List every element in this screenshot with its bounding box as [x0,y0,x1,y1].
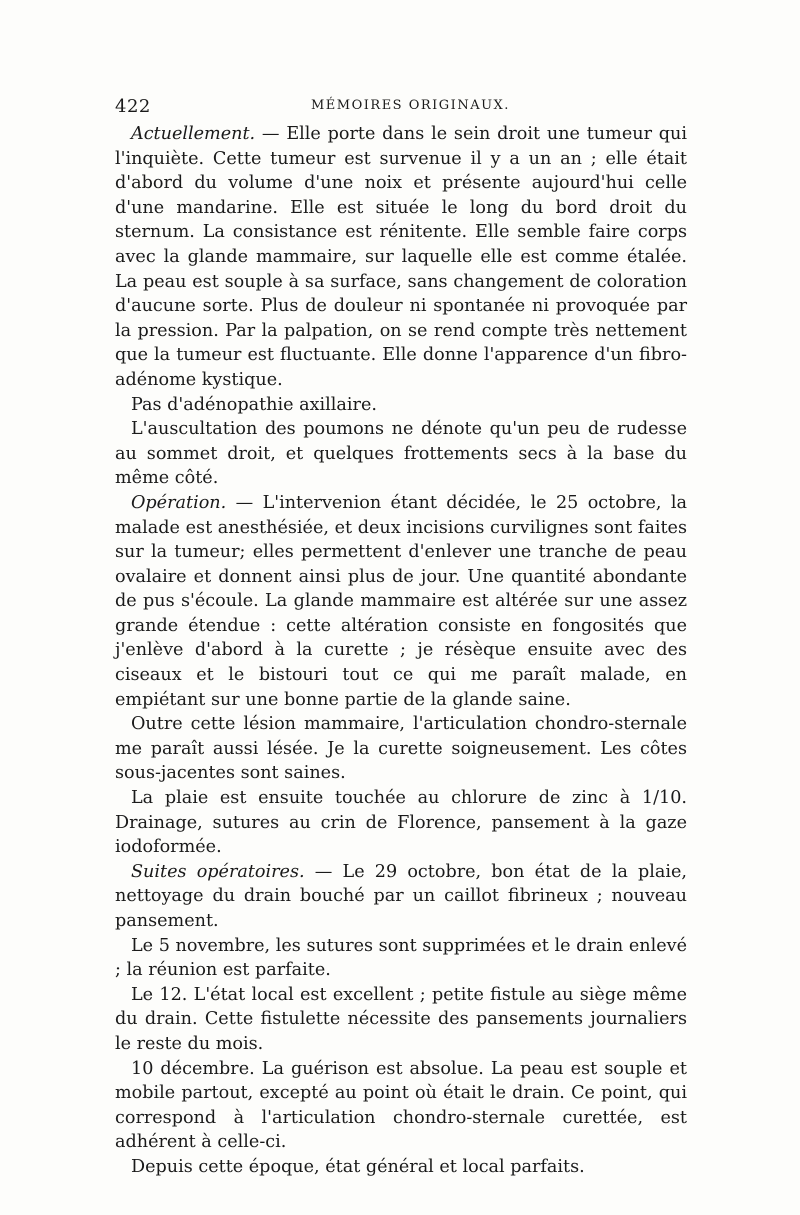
paragraph-depuis [115,1155,687,1180]
running-head [115,96,687,122]
paragraph-text: Le 5 novembre, les sutures sont supprimées et le drain enlevé ; la réunion est parfaite. [115,935,687,981]
page [115,96,687,1180]
paragraph-adenopathie [115,393,687,418]
paragraph-drainage [115,786,687,860]
paragraph-auscultation [115,417,687,491]
paragraph-text: L'auscultation des poumons ne dénote qu'un peu de rudesse au sommet droit, et quelques frottements secs à la base du même côté. [115,419,687,489]
running-title: MÉMOIRES ORIGINAUX. [311,98,510,113]
page-number: 422 [115,96,151,117]
paragraph-text: Pas d'adénopathie axillaire. [131,394,377,415]
paragraph-text: 10 décembre. La guérison est absolue. La peau est souple et mobile partout, excepté au point où était le drain. Ce point, qui correspond à l'articulation chondro-sternale curettée, est adhérent à celle-ci. [115,1058,687,1153]
paragraph-text: La plaie est ensuite touchée au chlorure de zinc à 1/10. Drainage, sutures au crin de Florence, pansement à la gaze iodoformée. [115,788,687,858]
paragraph-text: — L'intervenion étant décidée, le 25 octobre, la malade est anesthésiée, et deux incisions curvilignes sont faites sur la tumeur; elles permettent d'enlever une tranche de peau ovalaire et donnent ainsi plus de jour. Une quantité abondante de pus s'écoule. La glande mammaire est altérée sur une assez grande étendue : cette altération consiste en fongosités que j'enlève d'abord à la curette ; je résèque ensuite avec des ciseaux et le bistouri tout ce qui me paraît malade, en empiétant sur une bonne partie de la glande saine. [115,492,687,710]
paragraph-text: Le 12. L'état local est excellent ; petite fistule au siège même du drain. Cette fistulette nécessite des pansements journaliers le reste du mois. [115,984,687,1054]
paragraph-text: Depuis cette époque, état général et local parfaits. [131,1156,585,1177]
paragraph-10-decembre [115,1057,687,1155]
paragraph-5-novembre [115,934,687,983]
paragraph-suites [115,860,687,934]
paragraph-actuellement [115,122,687,393]
paragraph-text: Outre cette lésion mammaire, l'articulation chondro-sternale me paraît aussi lésée. Je la curette soigneusement. Les côtes sous-jacentes sont saines. [115,714,687,784]
section-label-suites: Suites opératoires. [131,861,305,882]
paragraph-text: — Le 29 octobre, bon état de la plaie, nettoyage du drain bouché par un caillot fibrineux ; nouveau pansement. [115,861,687,931]
paragraph-text: — Elle porte dans le sein droit une tumeur qui l'inquiète. Cette tumeur est survenue il y a un an ; elle était d'abord du volume d'une noix et présente aujourd'hui celle d'une mandarine. Elle est située le long du bord droit du sternum. La consistance est rénitente. Elle semble faire corps avec la glande mammaire, sur laquelle elle est comme étalée. La peau est souple à sa surface, sans changement de coloration d'aucune sorte. Plus de douleur ni spontanée ni provoquée par la pression. Par la palpation, on se rend compte très nettement que la tumeur est fluctuante. Elle donne l'apparence d'un fibro-adénome kystique. [115,124,687,390]
section-label-actuellement: Actuellement. [131,124,256,144]
paragraph-lesion [115,712,687,786]
body-text [115,122,687,1180]
section-label-operation: Opération. [131,492,227,513]
paragraph-operation [115,491,687,712]
paragraph-12 [115,983,687,1057]
